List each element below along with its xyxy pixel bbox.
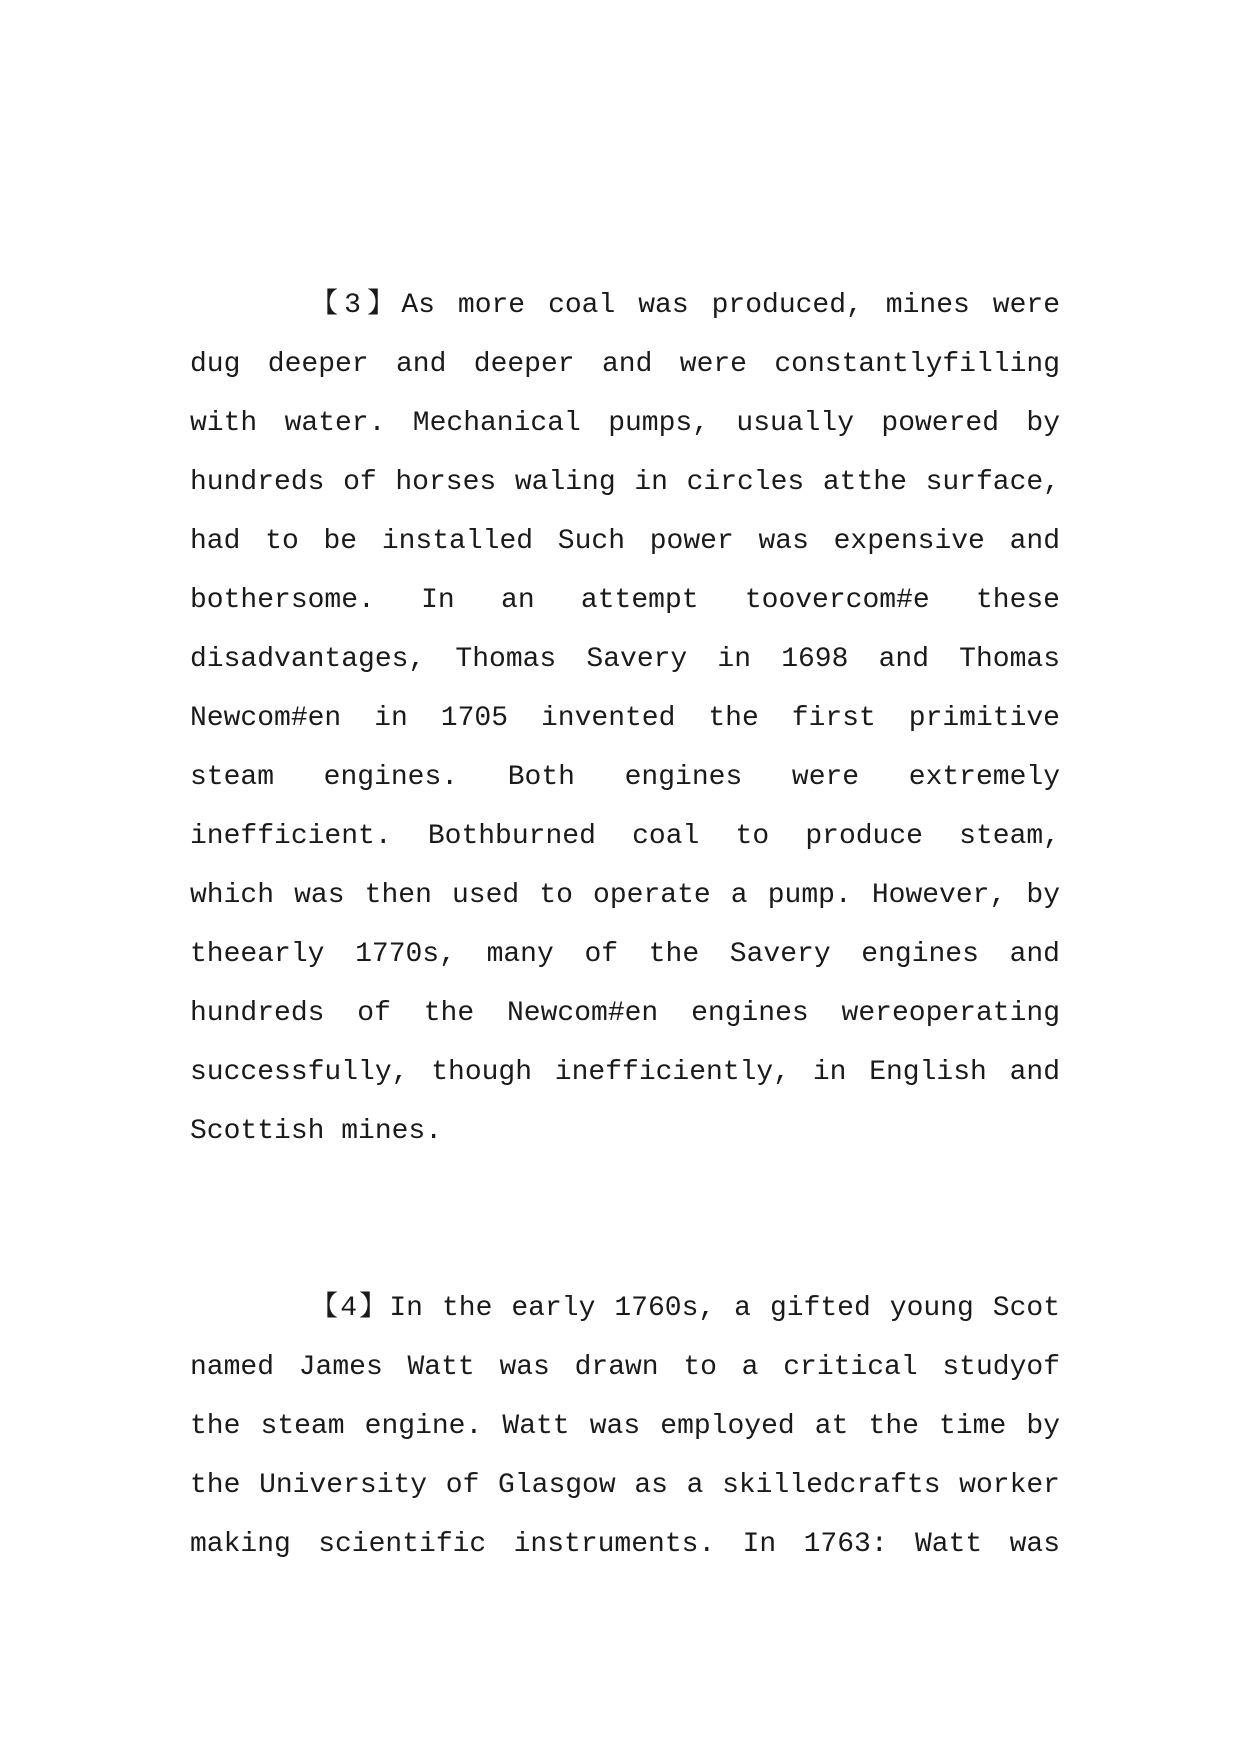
paragraph-marker: 【3】 bbox=[310, 290, 402, 321]
paragraph-4 bbox=[190, 1279, 1060, 1574]
document-page bbox=[190, 276, 1060, 1574]
paragraph-text: In the early 1760s, a gifted young Scot named James Watt was drawn to a critical studyof the steam engine. Watt was employed at the time by the University of Glasgow as a skilledcrafts worker making scientific instruments. In 1763: Watt was bbox=[190, 1293, 1060, 1560]
paragraph-marker: 【4】 bbox=[310, 1293, 390, 1324]
paragraph-3 bbox=[190, 276, 1060, 1161]
paragraph-text: As more coal was produced, mines were dug deeper and deeper and were constantlyfilling with water. Mechanical pumps, usually powered by hundreds of horses waling in circles atthe surface, had to be installed Such power was expensive and bothersome. In an attempt toovercom#e these disadvantages, Thomas Savery in 1698 and Thomas Newcom#en in 1705 invented the first primitive steam engines. Both engines were extremely inefficient. Bothburned coal to produce steam, which was then used to operate a pump. However, by theearly 1770s, many of the Savery engines and hundreds of the Newcom#en engines wereoperating successfully, though inefficiently, in English and Scottish mines. bbox=[190, 290, 1061, 1147]
